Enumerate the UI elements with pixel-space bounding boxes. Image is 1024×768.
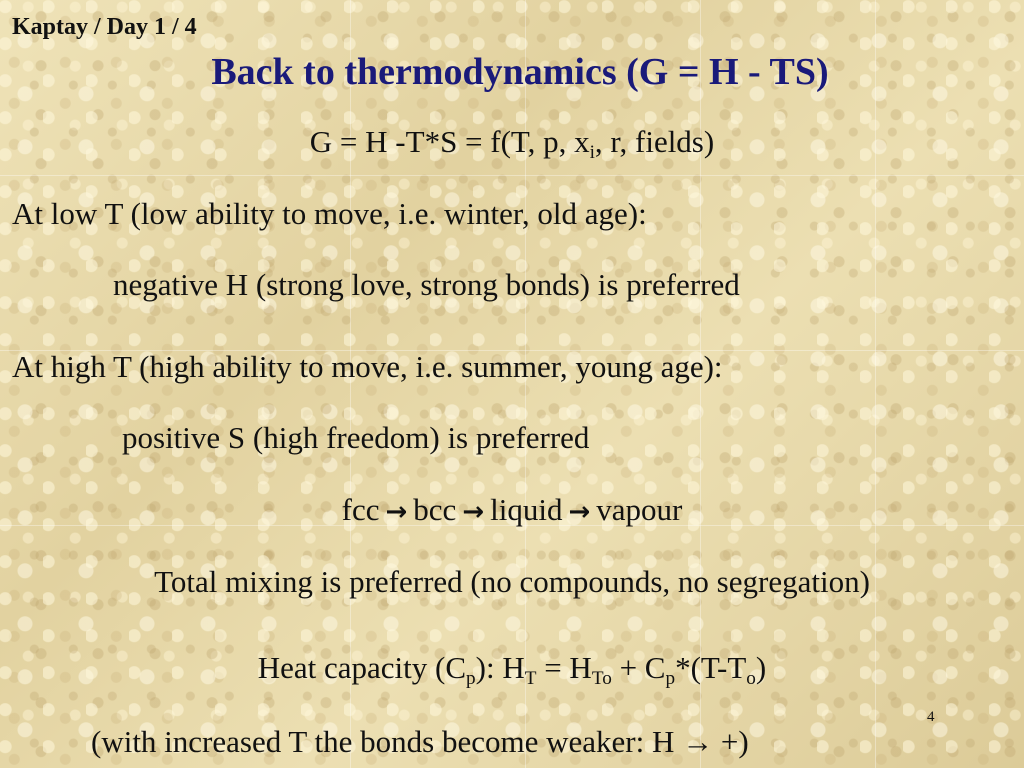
negative-enthalpy-line: negative H (strong love, strong bonds) is preferred bbox=[113, 267, 740, 302]
gibbs-equation bbox=[0, 124, 1024, 164]
high-temperature-line: At high T (high ability to move, i.e. summer, young age): bbox=[12, 349, 723, 384]
gibbs-subscript: i bbox=[589, 142, 595, 164]
right-arrow-icon: → bbox=[462, 497, 485, 527]
heat-capacity-equation bbox=[0, 650, 1024, 690]
heat-capacity-text: ) bbox=[755, 650, 767, 685]
heat-capacity-text: *(T-T bbox=[675, 650, 747, 685]
bonds-weaker-line: (with increased T the bonds become weaker: H → +) bbox=[91, 724, 749, 759]
heat-capacity-text: ): H bbox=[475, 650, 525, 685]
heat-capacity-subscript: To bbox=[591, 668, 612, 690]
page-number: 4 bbox=[927, 709, 935, 725]
slide-title: Back to thermodynamics (G = H - TS) bbox=[211, 51, 829, 93]
heat-capacity-text: + C bbox=[611, 650, 666, 685]
phase-bcc: bcc bbox=[413, 492, 457, 527]
slide-header: Kaptay / Day 1 / 4 bbox=[12, 14, 197, 40]
gibbs-equation-main: G = H -T*S = f(T, p, x bbox=[309, 124, 590, 159]
heat-capacity-subscript: T bbox=[524, 668, 537, 690]
low-temperature-line: At low T (low ability to move, i.e. winter, old age): bbox=[12, 196, 647, 231]
heat-capacity-subscript: o bbox=[746, 668, 756, 690]
heat-capacity-text: = H bbox=[536, 650, 592, 685]
tile-seam bbox=[0, 175, 1024, 176]
right-arrow-icon: → bbox=[568, 497, 591, 527]
phase-vapour: vapour bbox=[596, 492, 683, 527]
gibbs-equation-tail: , r, fields) bbox=[594, 124, 715, 159]
total-mixing-line: Total mixing is preferred (no compounds, no segregation) bbox=[154, 564, 870, 599]
heat-capacity-text: Heat capacity (C bbox=[257, 650, 467, 685]
phase-fcc: fcc bbox=[341, 492, 380, 527]
heat-capacity-subscript: p bbox=[665, 668, 676, 690]
phase-liquid: liquid bbox=[490, 492, 563, 527]
slide-title-container bbox=[0, 50, 1024, 94]
positive-entropy-line: positive S (high freedom) is preferred bbox=[122, 420, 590, 455]
phase-sequence bbox=[0, 492, 1024, 530]
right-arrow-icon: → bbox=[385, 497, 408, 527]
heat-capacity-subscript: p bbox=[466, 668, 476, 690]
